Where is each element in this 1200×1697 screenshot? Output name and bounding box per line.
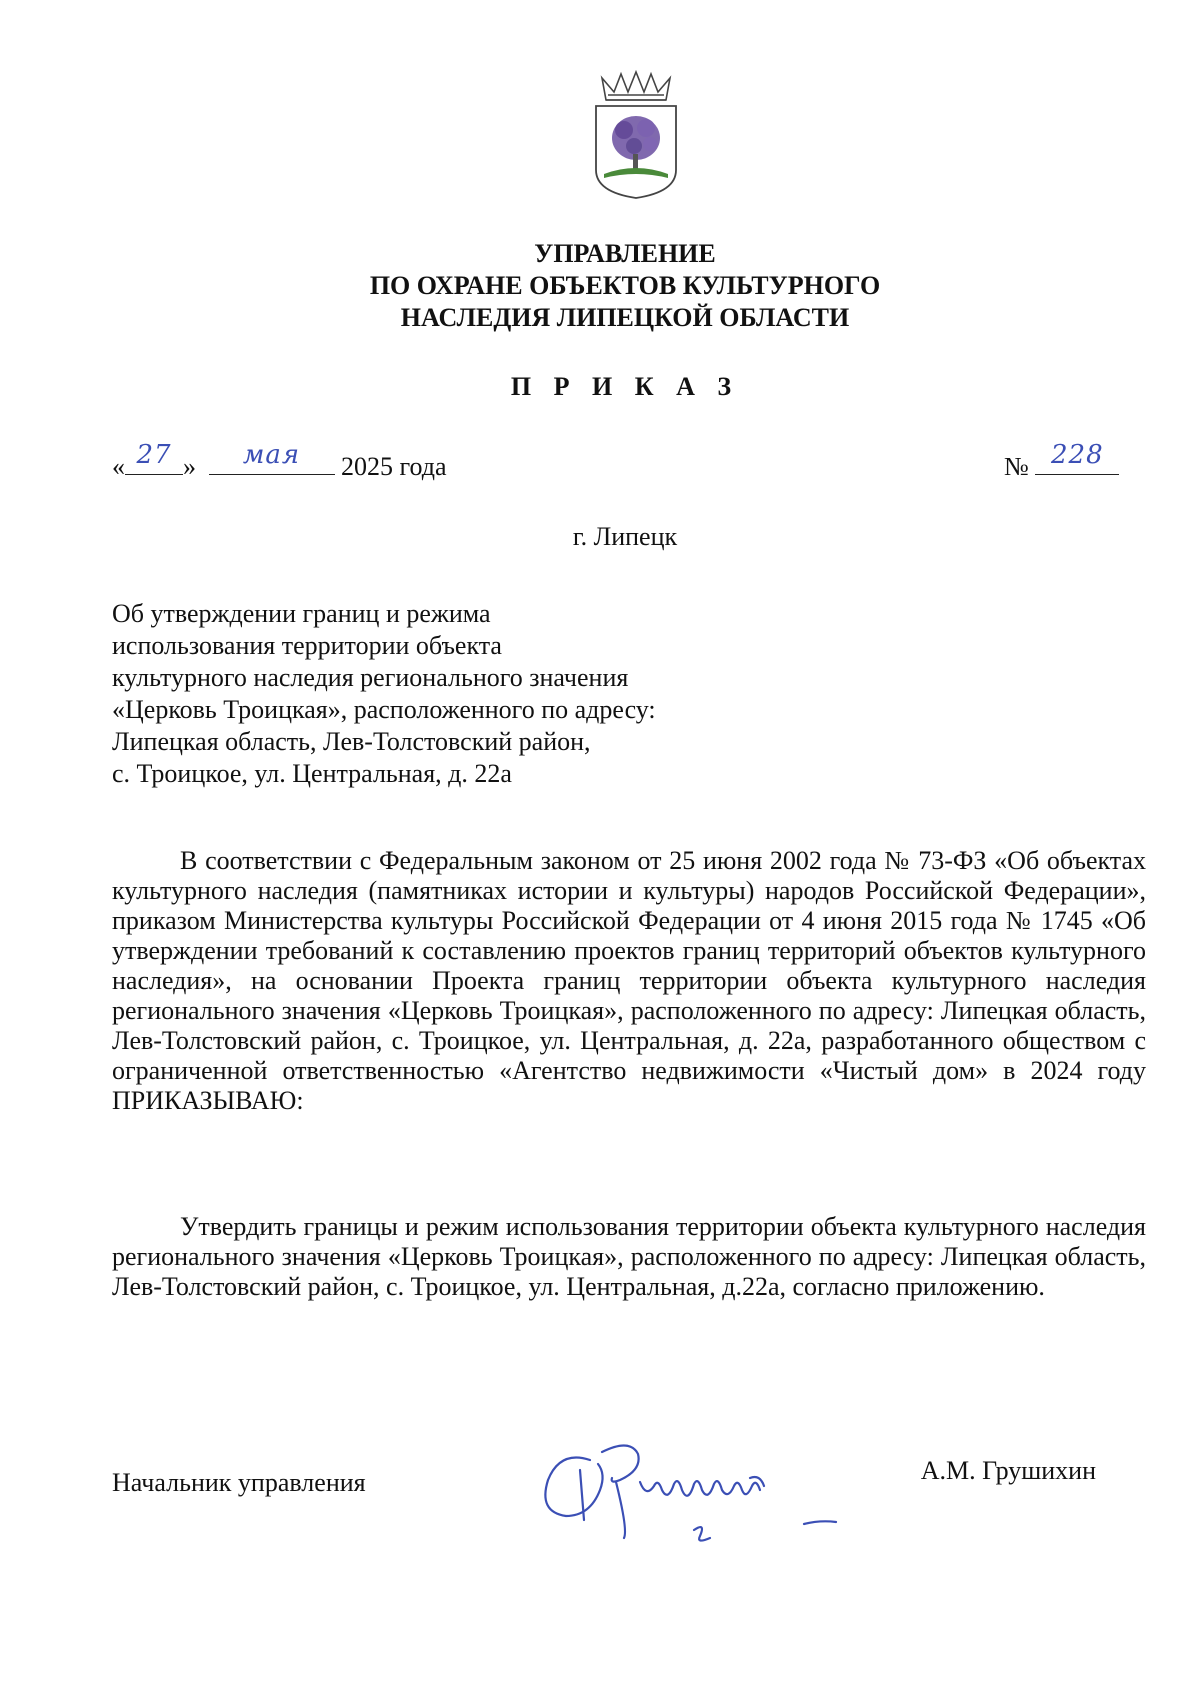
number-line [1004,440,1119,482]
document-subject [112,598,656,790]
date-line [112,440,447,482]
number-value: 228 [1050,440,1104,470]
subject-line: Липецкая область, Лев-Толстовский район, [112,727,591,756]
issuer-header [0,238,1200,334]
order-text: Утвердить границы и режим использования территории объекта культурного наследия регионального значения «Церковь Троицкая», расположенного по адресу: Липецкая область, Лев-Толстовский район, с. Троицкое, ул. Центральная, д.22а, согласно приложению. [112,1212,1146,1301]
body-paragraph-1 [112,846,1146,1116]
issuer-line-2: ПО ОХРАНЕ ОБЪЕКТОВ КУЛЬТУРНОГО [369,271,881,300]
subject-line: с. Троицкое, ул. Центральная, д. 22а [112,759,512,788]
order-word: ПРИКАЗЫВАЮ: [112,1086,304,1115]
date-month-value: мая [242,440,301,470]
issuer-line-3: НАСЛЕДИЯ ЛИПЕЦКОЙ ОБЛАСТИ [400,303,850,332]
subject-line: использования территории объекта [112,631,502,660]
date-year: 2025 года [341,452,447,481]
issuer-line-1: УПРАВЛЕНИЕ [534,239,716,268]
date-day-field [125,440,183,475]
date-month-field [209,440,335,475]
legal-basis-text: В соответствии с Федеральным законом от 25 июня 2002 года № 73-ФЗ «Об объектах культурного наследия (памятниках истории и культуры) народов Российской Федерации», приказом Министерства культуры Российской Федерации от 4 июня 2015 года № 1745 «Об утверждении требований к составлению проектов границ территорий объектов культурного наследия», на основании Проекта границ территории объекта культурного наследия регионального значения «Церковь Троицкая», расположенного по адресу: Липецкая область, Лев-Толстовский район, с. Троицкое, ул. Центральная, д. 22а, разработанного обществом с ограниченной ответственностью «Агентство недвижимости «Чистый дом» в 2024 году [112,846,1146,1085]
coat-of-arms-icon [588,70,684,200]
date-close-quote: » [183,452,196,481]
number-field [1035,440,1119,475]
signatory-position: Начальник управления [112,1468,366,1497]
date-day-value: 27 [136,440,172,470]
document-type-title: П Р И К А З [510,372,740,401]
handwritten-signature [520,1420,920,1550]
subject-line: культурного наследия регионального значения [112,663,629,692]
subject-line: «Церковь Троицкая», расположенного по адресу: [112,695,656,724]
date-open-quote: « [112,452,125,481]
number-label: № [1004,452,1029,481]
subject-line: Об утверждении границ и режима [112,599,491,628]
body-paragraph-2 [112,1212,1146,1302]
city-line: г. Липецк [572,522,678,551]
signatory-name: А.М. Грушихин [920,1456,1096,1485]
